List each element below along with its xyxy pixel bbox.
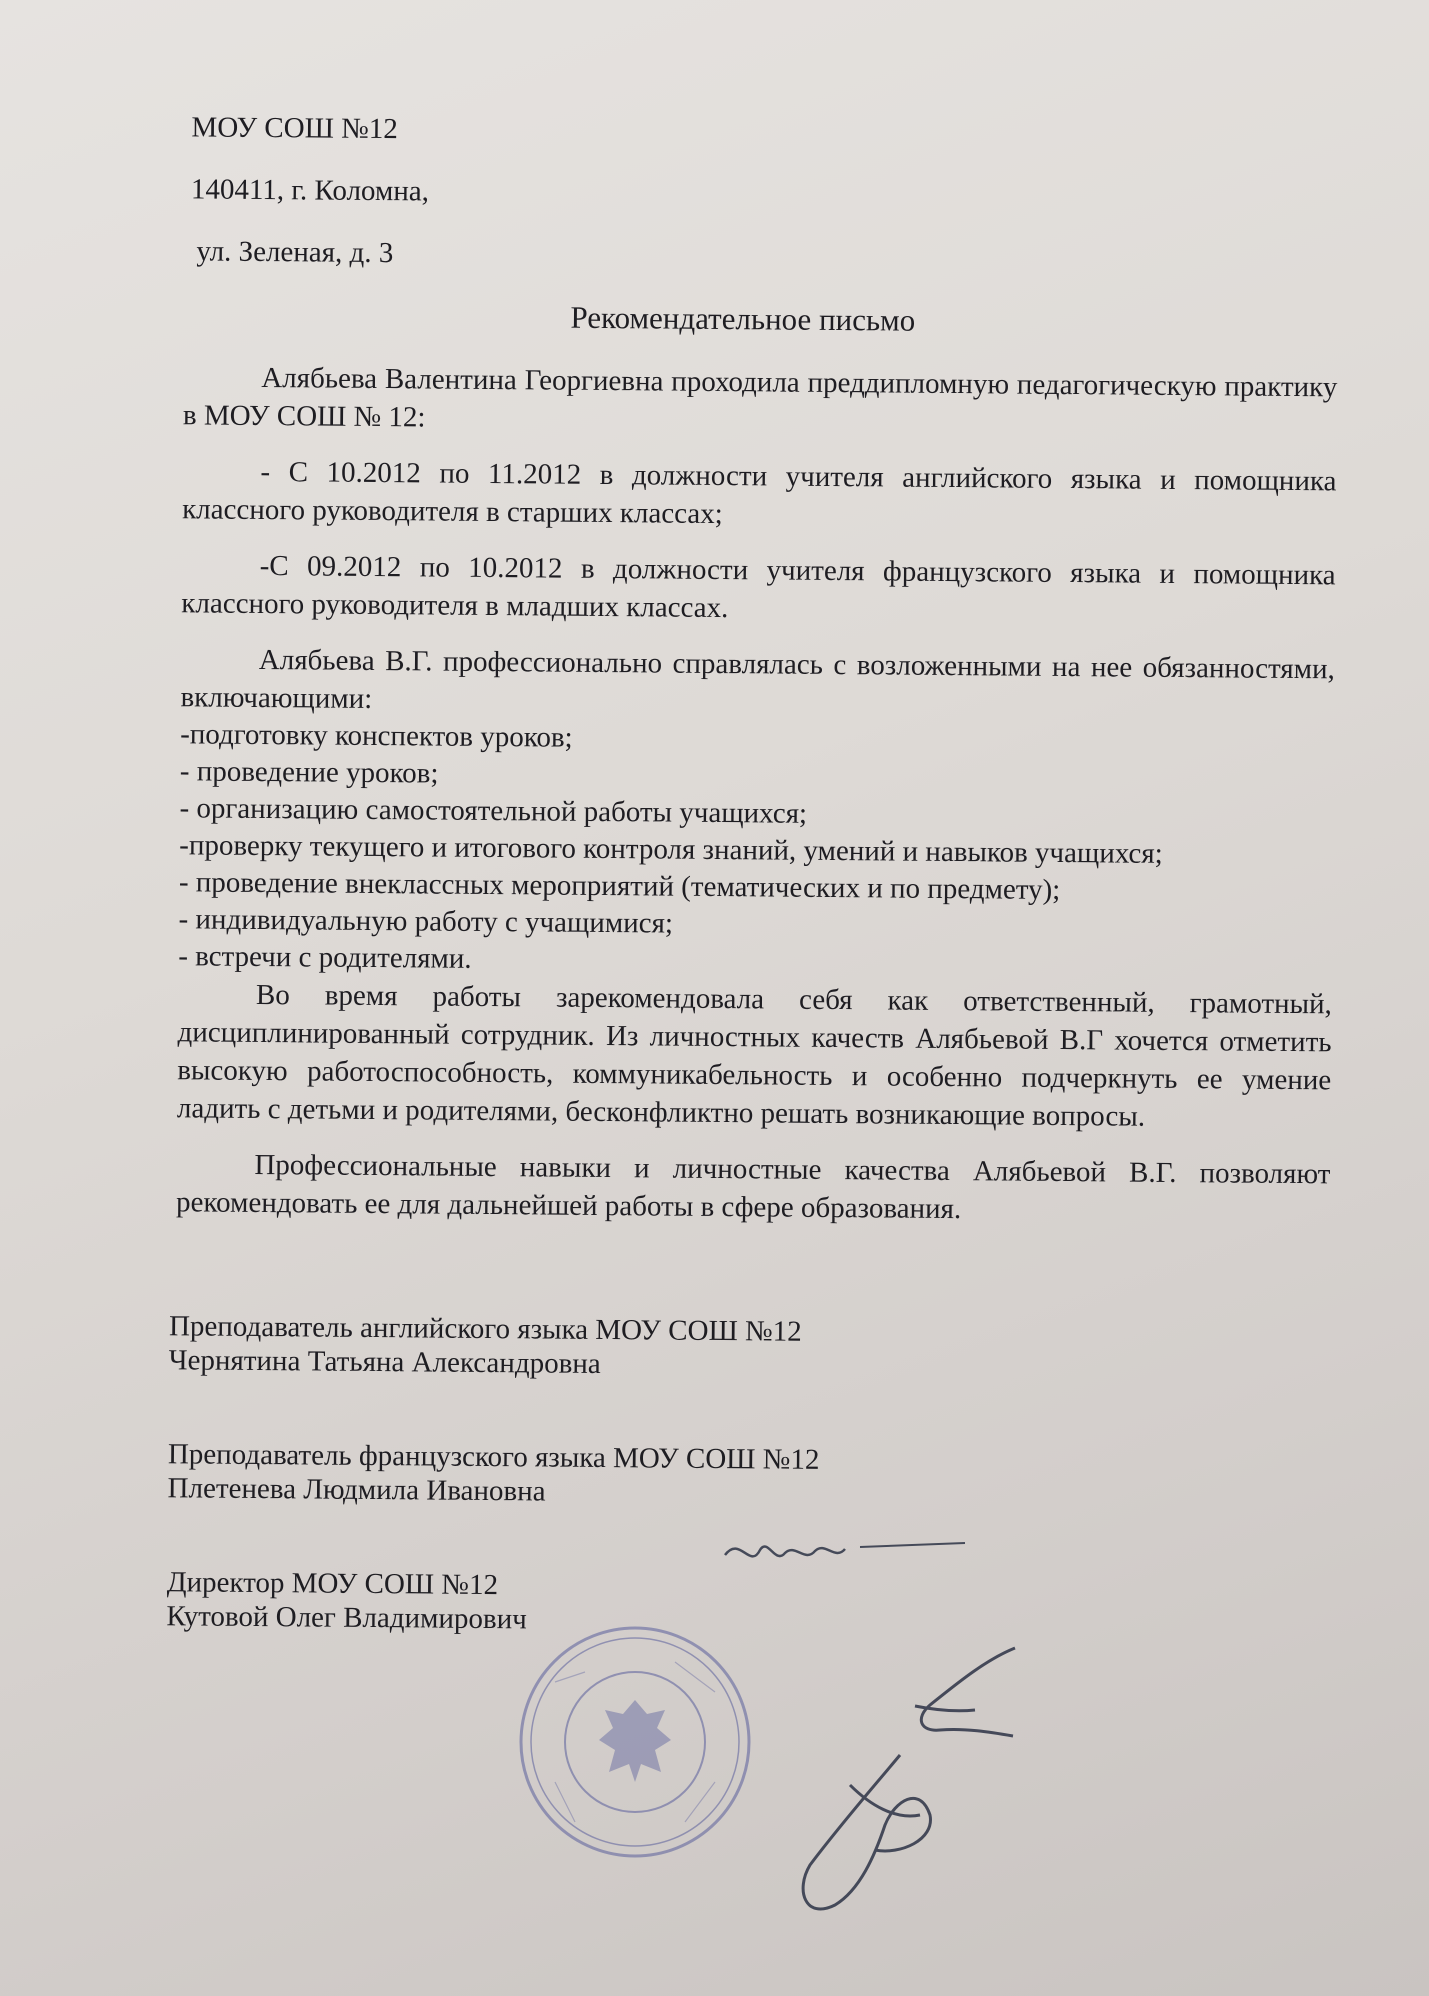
paragraph-conclusion: Профессиональные навыки и личностные качества Алябьевой В.Г. позволяют рекомендовать ее для дальнейшей работы в сфере образования.	[175, 1148, 1331, 1226]
signature-block-french	[167, 1437, 1328, 1515]
duty-item: - проведение внеклассных мероприятий (тематических и по предмету);	[178, 866, 1061, 906]
duty-item: - встречи с родителями.	[178, 940, 472, 975]
duty-item: - организацию самостоятельной работы учащихся;	[179, 792, 808, 830]
signer-position: Преподаватель французского языка МОУ СОШ №12	[167, 1438, 820, 1476]
signature-section	[136, 1309, 1329, 1643]
letterhead-street: ул. Зеленая, д. 3	[196, 235, 394, 270]
paragraph-intro: Алябьева Валентина Георгиевна проходила преддипломную педагогическую практику в МОУ СОШ № 12:	[182, 361, 1338, 434]
signer-name: Плетенева Людмила Ивановна	[167, 1472, 546, 1508]
signer-name: Чернятина Татьяна Александровна	[168, 1344, 601, 1380]
signature-chernyatina	[720, 1525, 970, 1585]
letterhead-school: МОУ СОШ №12	[191, 111, 398, 146]
signature-block-english	[169, 1309, 1330, 1387]
paragraph-period-1: - С 10.2012 по 11.2012 в должности учителя английского языка и помощника классного руководителя в старших классах;	[182, 455, 1337, 531]
duty-item: - индивидуальную работу с учащимися;	[178, 903, 674, 940]
duties-list	[178, 716, 1334, 985]
letterhead-city: 140411, г. Коломна,	[190, 173, 430, 208]
signature-kutovoy	[780, 1745, 950, 1935]
signer-position: Преподаватель английского языка МОУ СОШ №12	[168, 1310, 802, 1348]
duty-item: -проверку текущего и итогового контроля знаний, умений и навыков учащихся;	[179, 829, 1163, 870]
paragraph-qualities: Во время работы зарекомендовала себя как ответственный, грамотный, дисциплинированный сотрудник. Из личностных качеств Алябьевой В.Г хочется отметить высокую работоспособность, коммуникабельность и особенно подчеркнуть ее умение ладить с детьми и родителями, бесконфликтно решать возникающие вопросы.	[176, 978, 1333, 1133]
signer-name: Кутовой Олег Владимирович	[166, 1600, 527, 1636]
paragraph-period-2: -С 09.2012 по 10.2012 в должности учителя французского языка и помощника классного руководителя в младших классах.	[181, 549, 1336, 625]
letter-title: Рекомендательное письмо	[570, 299, 916, 338]
duty-item: - проведение уроков;	[179, 755, 439, 790]
official-stamp	[515, 1622, 755, 1862]
signer-position: Директор МОУ СОШ №12	[166, 1566, 499, 1602]
signature-pleteneva	[895, 1640, 1035, 1750]
duty-item: -подготовку конспектов уроков;	[180, 718, 573, 754]
paragraph-duties-intro: Алябьева В.Г. профессионально справлялась с возложенными на нее обязанностями, включающими:	[180, 643, 1335, 715]
letter-sheet	[136, 70, 1340, 1703]
